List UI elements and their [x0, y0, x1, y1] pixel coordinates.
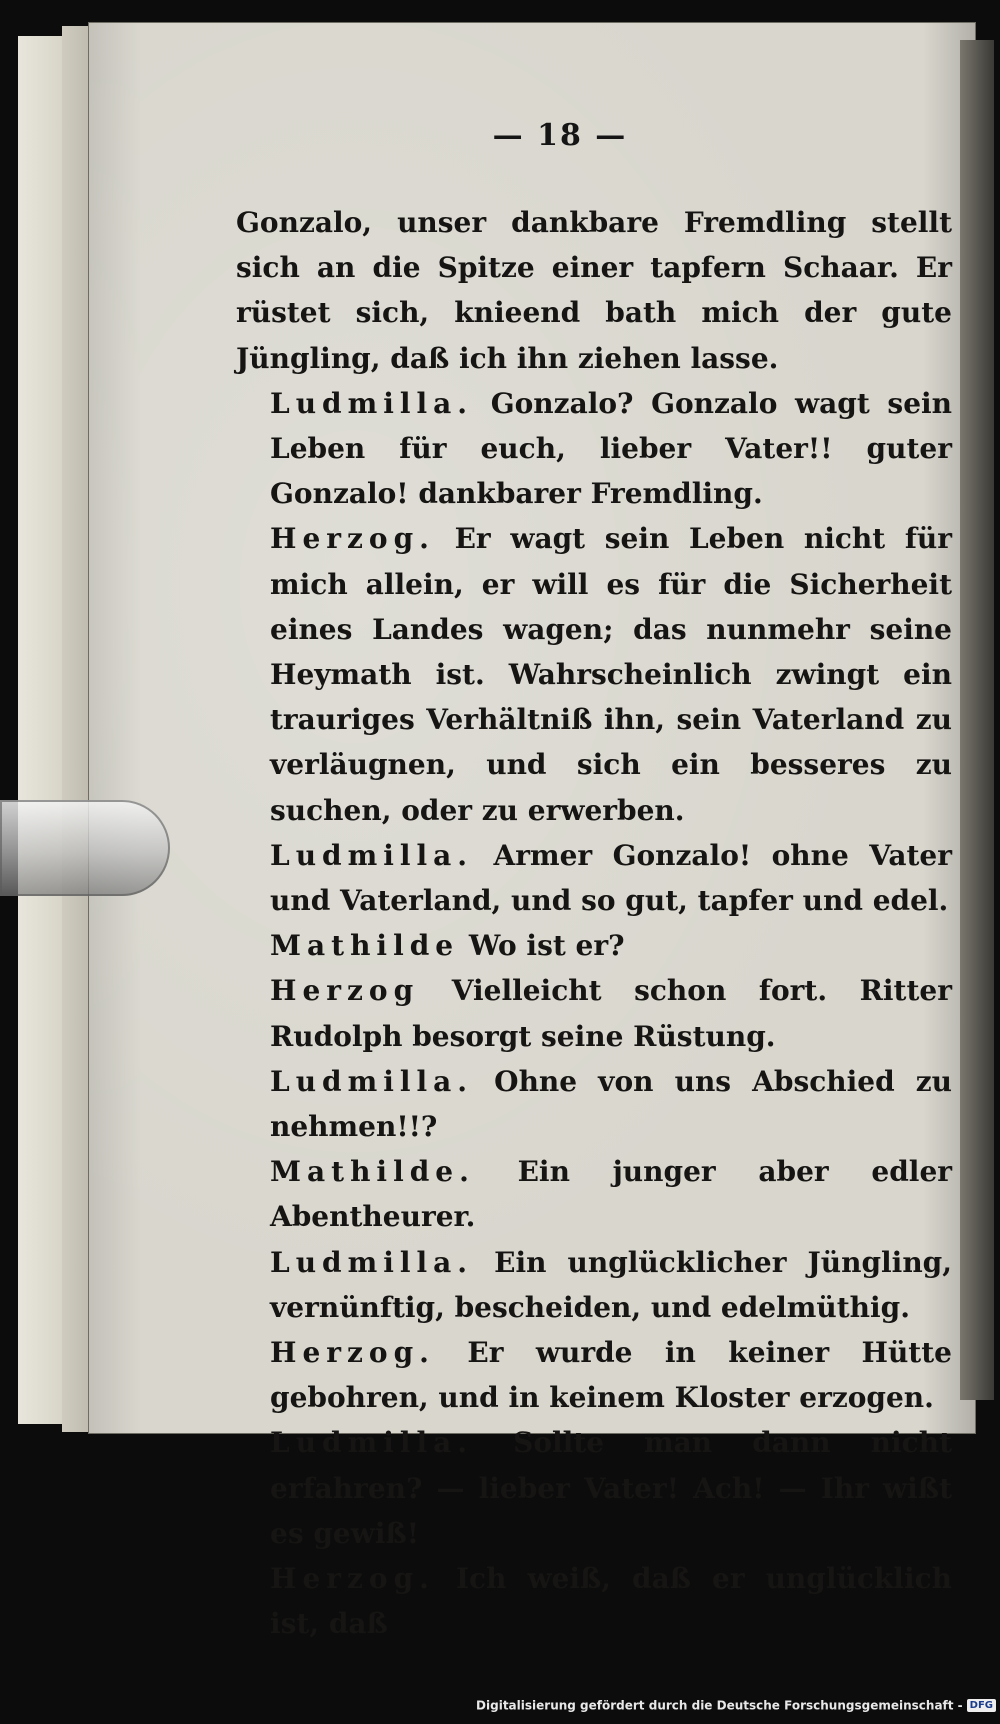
dialogue-text: Ich weiß, daß er unglücklich ist, daß — [270, 1562, 952, 1641]
dialogue-text: Wo ist er? — [468, 929, 625, 963]
dialogue-text: Er wagt sein Leben nicht für mich allein, er will es für die Sicherheit eines Landes wagen; das nunmehr seine Heymath ist. Wahrscheinlich zwingt ein trauriges Verhältniß ihn, sein Vaterland zu verläugnen, und sich ein besseres zu suchen, oder zu erwerben. — [270, 522, 953, 827]
speaker-name: Mathilde. — [270, 1155, 475, 1189]
paragraph — [236, 516, 952, 832]
dialogue-text: Sollte man dann nicht erfahren? — lieber Vater! Ach! — Ihr wißt es gewiß! — [270, 1426, 952, 1550]
dialogue-text: Ein junger aber edler Abentheurer. — [270, 1155, 953, 1234]
dialogue-text: Armer Gonzalo! ohne Vater und Vaterland, und so gut, tapfer und edel. — [270, 838, 952, 918]
paragraph — [236, 1420, 952, 1556]
speaker-name: Ludmilla. — [270, 838, 474, 872]
paragraph — [236, 381, 952, 517]
page-clip — [0, 800, 170, 896]
speaker-name: Herzog — [270, 974, 420, 1008]
paragraph: Gonzalo, unser dankbare Fremdling stellt sich an die Spitze einer tapfern Schaar. Er rüstet sich, knieend bath mich der gute Jüngling, daß ich ihn ziehen lasse. — [236, 206, 952, 375]
page-number: — 18 — — [492, 118, 628, 153]
paragraph — [236, 1240, 952, 1330]
credit-text: Digitalisierung gefördert durch die Deutsche Forschungsgemeinschaft - — [476, 1698, 963, 1713]
page-text — [236, 200, 952, 1647]
speaker-name: Ludmilla. — [270, 1245, 474, 1279]
dialogue-text: Ohne von uns Abschied zu nehmen!!? — [270, 1064, 953, 1144]
speaker-name: Mathilde — [270, 929, 460, 963]
paragraph — [236, 968, 952, 1058]
speaker-name: Herzog. — [270, 1336, 435, 1370]
speaker-name: Herzog. — [270, 1562, 435, 1596]
dialogue-text: Er wurde in keiner Hütte gebohren, und in keinem Kloster erzogen. — [270, 1336, 952, 1415]
speaker-name: Herzog. — [270, 522, 435, 556]
paragraph — [236, 1149, 952, 1239]
dfg-logo: DFG — [967, 1699, 996, 1712]
speaker-name: Ludmilla. — [270, 1426, 474, 1460]
paragraph — [236, 923, 952, 968]
paragraph — [236, 1556, 952, 1646]
dialogue-text: Ein unglücklicher Jüngling, vernünftig, bescheiden, und edelmüthig. — [270, 1245, 953, 1324]
digitization-credit — [0, 1698, 1000, 1724]
paragraph — [236, 1059, 952, 1149]
speaker-name: Ludmilla. — [270, 1064, 474, 1098]
dialogue-text: Gonzalo? Gonzalo wagt sein Leben für euch, lieber Vater!! guter Gonzalo! dankbarer Fremdling. — [270, 386, 952, 511]
paragraph — [236, 1330, 952, 1420]
paragraph — [236, 833, 952, 923]
book-spine-edge — [960, 40, 994, 1400]
speaker-name: Ludmilla. — [270, 386, 474, 420]
dialogue-text: Vielleicht schon fort. Ritter Rudolph besorgt seine Rüstung. — [270, 974, 952, 1053]
